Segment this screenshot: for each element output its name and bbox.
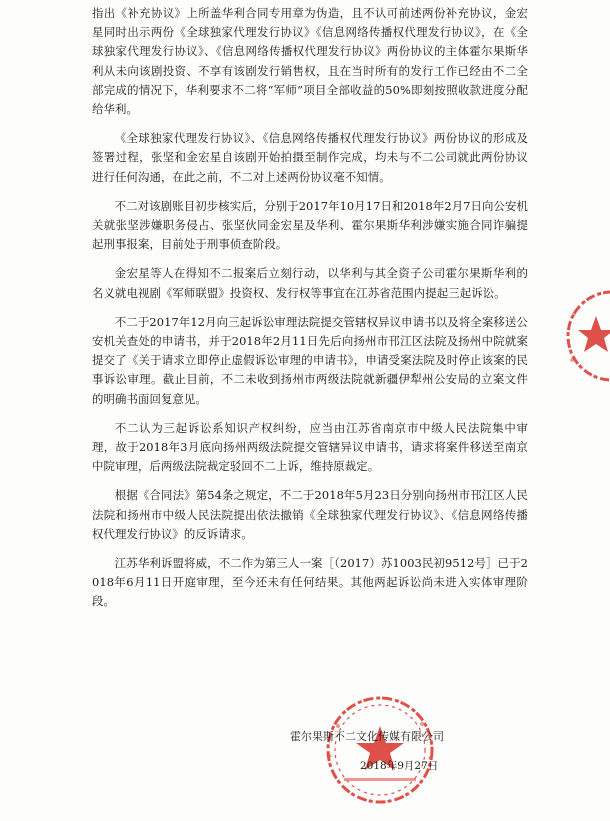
- signature-company: 霍尔果斯不二文化传媒有限公司: [290, 730, 444, 743]
- paragraph-8: 江苏华利诉盟将威，不二作为第三人一案［（2017）苏1003民初9512号］已于2018年6月11日开庭审理，至今还未有任何结果。其他两起诉讼尚未进入实体审理阶段。: [92, 556, 528, 609]
- edge-seal: [556, 284, 610, 384]
- paragraph-7: 根据《合同法》第54条之规定，不二于2018年5月23日分别向扬州市邗江区人民法院和扬州市中级人民法院提出依法撤销《全球独家代理发行协议》、《信息网络传播权代理发行协议》的反诉请求。: [92, 488, 528, 541]
- company-seal: [300, 686, 460, 806]
- signature-date: 2018年9月27日: [360, 760, 439, 772]
- paragraph-6: 不二认为三起诉讼系知识产权纠纷，应当由江苏省南京市中级人民法院集中审理，故于2018年3月底向扬州两级法院提交管辖异议申请书，请求将案件移送至南京中院审理，后两级法院裁定驳回不二上诉，维持原裁定。: [92, 420, 528, 474]
- paragraph-5: 不二于2017年12月向三起诉讼审理法院提交管辖权异议申请书以及将全案移送公安机关查处的申请书，并于2018年2月11日先后向扬州市邗江区法院及扬州中院就案提交了《关于请求立即停止虚假诉讼审理的申请书》，申请受案法院及时停止该案的民事诉讼审理。截止目前，不二未收到扬州市两级法院就新疆伊犁州公安局的立案文件的明确书面回复意见。: [92, 314, 528, 406]
- paragraph-2: 《全球独家代理发行协议》、《信息网络传播权代理发行协议》两份协议的形成及签署过程，张坚和金宏星自该剧开始拍摄至制作完成，均未与不二公司就此两份协议进行任何沟通，在此之前，不二对上述两份协议毫不知情。: [92, 131, 528, 184]
- paragraph-4: 金宏星等人在得知不二报案后立刻行动，以华利与其全资子公司霍尔果斯华利的名义就电视剧《军师联盟》投资权、发行权等事宜在江苏省范围内提起三起诉讼。: [92, 266, 528, 300]
- paragraph-3: 不二对该剧账目初步核实后，分别于2017年10月17日和2018年2月7日向公安机关就张坚涉嫌职务侵占、张坚伙同金宏星及华利、霍尔果斯华利涉嫌实施合同诈骗提起刑事报案，目前处于刑事侦查阶段。: [92, 198, 528, 252]
- document-body: [92, 4, 528, 622]
- paragraph-1: 指出《补充协议》上所盖华利合同专用章为伪造，且不认可前述两份补充协议，金宏星同时出示两份《全球独家代理发行协议》《信息网络传播权代理发行协议》，在《全球独家代理发行协议》、《信息网络传播权代理发行协议》两份协议的主体霍尔果斯华利从未向该剧投资、不享有该剧发行销售权，且在当时所有的发行工作已经由不二全部完成的情况下，华利要求不二将“军师”项目全部收益的50%即刻按照收款进度分配给华利。: [92, 6, 528, 117]
